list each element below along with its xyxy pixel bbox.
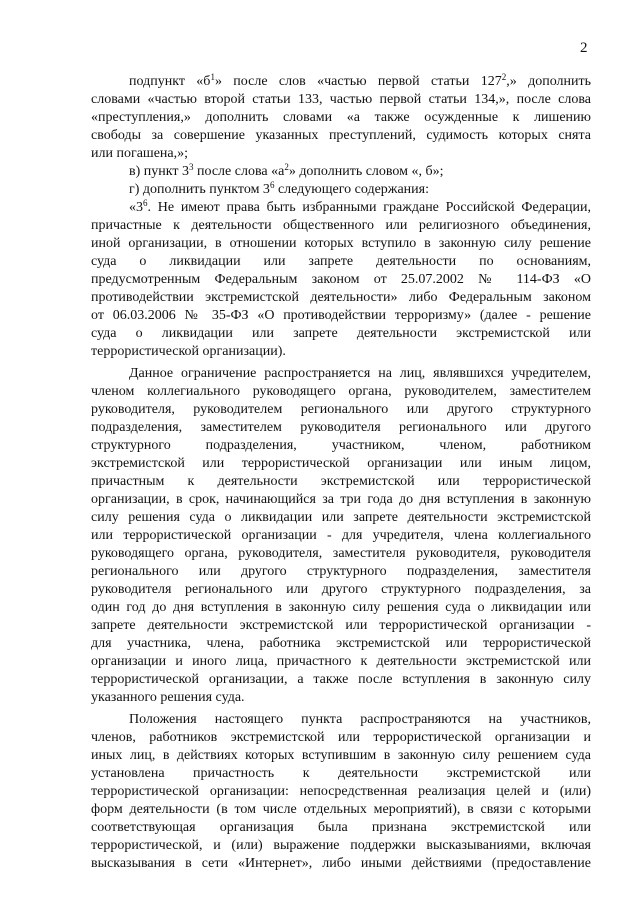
text-line [91, 801, 591, 819]
text-run: регионального или другого структурного подразделения, заместителя [91, 564, 591, 579]
text-run: причастным к деятельности экстремистской или террористической [91, 474, 591, 489]
text-run: свободы за совершение указанных преступлений, судимость которых снята [91, 128, 591, 143]
text-line [91, 91, 591, 109]
text-line [91, 73, 591, 91]
text-run: после слова «а [193, 164, 285, 179]
text-run: «3 [129, 200, 143, 215]
text-run: экстремистской или террористической организации или иным лицом, [91, 456, 591, 471]
text-line [91, 527, 591, 545]
text-line [91, 473, 591, 491]
text-line [91, 689, 591, 707]
text-run: соответствующая организация была признана экстремистской или [91, 820, 591, 835]
text-line [91, 783, 591, 801]
superscript: 2 [284, 163, 289, 172]
text-run: иной организации, в отношении которых вступило в законную силу решение [91, 236, 591, 251]
text-run: словами «частью второй статьи 133, частью первой статьи 134,», после слова [91, 92, 591, 107]
text-run: силу решения суда о ликвидации или запрете деятельности экстремистской [91, 510, 591, 525]
text-run: суда о ликвидации или запрете деятельности экстремистской или [91, 326, 591, 341]
text-run: запрете деятельности экстремистской или террористической организации - [91, 618, 591, 633]
superscript: 6 [143, 199, 148, 208]
text-line [91, 217, 591, 235]
text-run: «преступления,» дополнить словами «а также осужденные к лишению [91, 110, 591, 125]
text-run: подразделения, заместителем руководителя регионального или другого [91, 420, 591, 435]
text-line [91, 365, 591, 383]
text-line [91, 163, 591, 181]
text-line [91, 711, 591, 729]
text-line [91, 617, 591, 635]
page-number: 2 [580, 40, 588, 56]
text-line [91, 819, 591, 837]
text-line [91, 235, 591, 253]
superscript: 1 [210, 73, 215, 82]
text-line [91, 747, 591, 765]
text-run: членом коллегиального руководящего органа, руководителем, заместителем [91, 384, 591, 399]
text-run: в) пункт 3 [129, 164, 189, 179]
text-line [91, 653, 591, 671]
superscript: 2 [501, 73, 507, 82]
text-run: г) дополнить пунктом 3 [129, 182, 270, 197]
text-run: Данное ограничение распространяется на лиц, являвшихся учредителем, [129, 366, 591, 381]
text-run: суда о ликвидации или запрете деятельности по основаниям, [91, 254, 591, 269]
text-run: причастные к деятельности общественного или религиозного объединения, [91, 218, 591, 233]
text-run: или террористической организации - для учредителя, члена коллегиального [91, 528, 591, 543]
text-line [91, 271, 591, 289]
text-run: структурного подразделения, участником, членом, работником [91, 438, 591, 453]
text-line [91, 837, 591, 855]
text-line [91, 563, 591, 581]
text-line [91, 855, 591, 873]
text-run: . Не имеют права быть избранными граждане Российской Федерации, [147, 200, 591, 215]
text-run: высказывания в сети «Интернет», либо иными действиями (предоставление [91, 856, 591, 871]
text-run: следующего содержания: [274, 182, 429, 197]
text-run: руководителя регионального или другого структурного подразделения, за [91, 582, 591, 597]
text-run: террористической, и (или) выражение поддержки высказываниями, включая [91, 838, 591, 853]
text-run: подпункт «б [129, 74, 211, 89]
text-run: Положения настоящего пункта распространяются на участников, [129, 712, 591, 727]
text-line [91, 455, 591, 473]
text-run: руководящего органа, руководителя, заместителя руководителя, руководителя [91, 546, 591, 561]
text-run: членов, работников экстремистской или террористической организации и [91, 730, 591, 745]
text-line [91, 599, 591, 617]
text-line [91, 383, 591, 401]
text-run: организации и иного лица, причастного к деятельности экстремистской или [91, 654, 591, 669]
superscript: 3 [189, 163, 194, 172]
text-line [91, 437, 591, 455]
text-line [91, 581, 591, 599]
text-run: иных лиц, в действиях которых вступившим в законную силу решением суда [91, 748, 591, 763]
text-line [91, 545, 591, 563]
text-line [91, 127, 591, 145]
text-line [91, 343, 591, 361]
text-run: » после слов «частью первой статьи 127 [214, 74, 502, 89]
text-run: для участника, члена, работника экстремистской или террористической [91, 636, 591, 651]
text-run: один год до дня вступления в законную силу решения суда о ликвидации или [91, 600, 591, 615]
text-run: предусмотренным Федеральным законом от 25.07.2002 № 114-ФЗ «О [91, 272, 591, 287]
text-line [91, 253, 591, 271]
text-line [91, 199, 591, 217]
text-run: установлена причастность к деятельности экстремистской или [91, 766, 591, 781]
text-line [91, 765, 591, 783]
text-line [91, 509, 591, 527]
text-run: террористической организации). [91, 344, 286, 359]
text-run: или погашена,»; [91, 146, 189, 161]
text-run: противодействии экстремистской деятельности» либо Федеральным законом [91, 290, 591, 305]
text-line [91, 729, 591, 747]
text-line [91, 419, 591, 437]
superscript: 6 [269, 181, 275, 190]
text-line [91, 491, 591, 509]
text-run: от 06.03.2006 № 35-ФЗ «О противодействии терроризму» (далее - решение [91, 308, 591, 323]
text-line [91, 325, 591, 343]
document-body [91, 73, 591, 873]
text-line [91, 401, 591, 419]
text-run: организации, в срок, начинающийся за три года до дня вступления в законную [91, 492, 591, 507]
text-line [91, 181, 591, 199]
text-run: указанного решения суда. [91, 690, 245, 705]
text-line [91, 635, 591, 653]
text-run: руководителя, руководителем регионального или другого структурного [91, 402, 591, 417]
text-run: » дополнить словом «, б»; [288, 164, 444, 179]
text-run: форм деятельности (в том числе отдельных мероприятий), в связи с которыми [91, 802, 591, 817]
text-line [91, 289, 591, 307]
text-line [91, 109, 591, 127]
text-run: ,» дополнить [506, 74, 591, 89]
text-line [91, 307, 591, 325]
text-line [91, 145, 591, 163]
text-run: террористической организации, а также после вступления в законную силу [91, 672, 591, 687]
text-line [91, 671, 591, 689]
text-run: террористической организации: непосредственная реализация целей и (или) [91, 784, 591, 799]
